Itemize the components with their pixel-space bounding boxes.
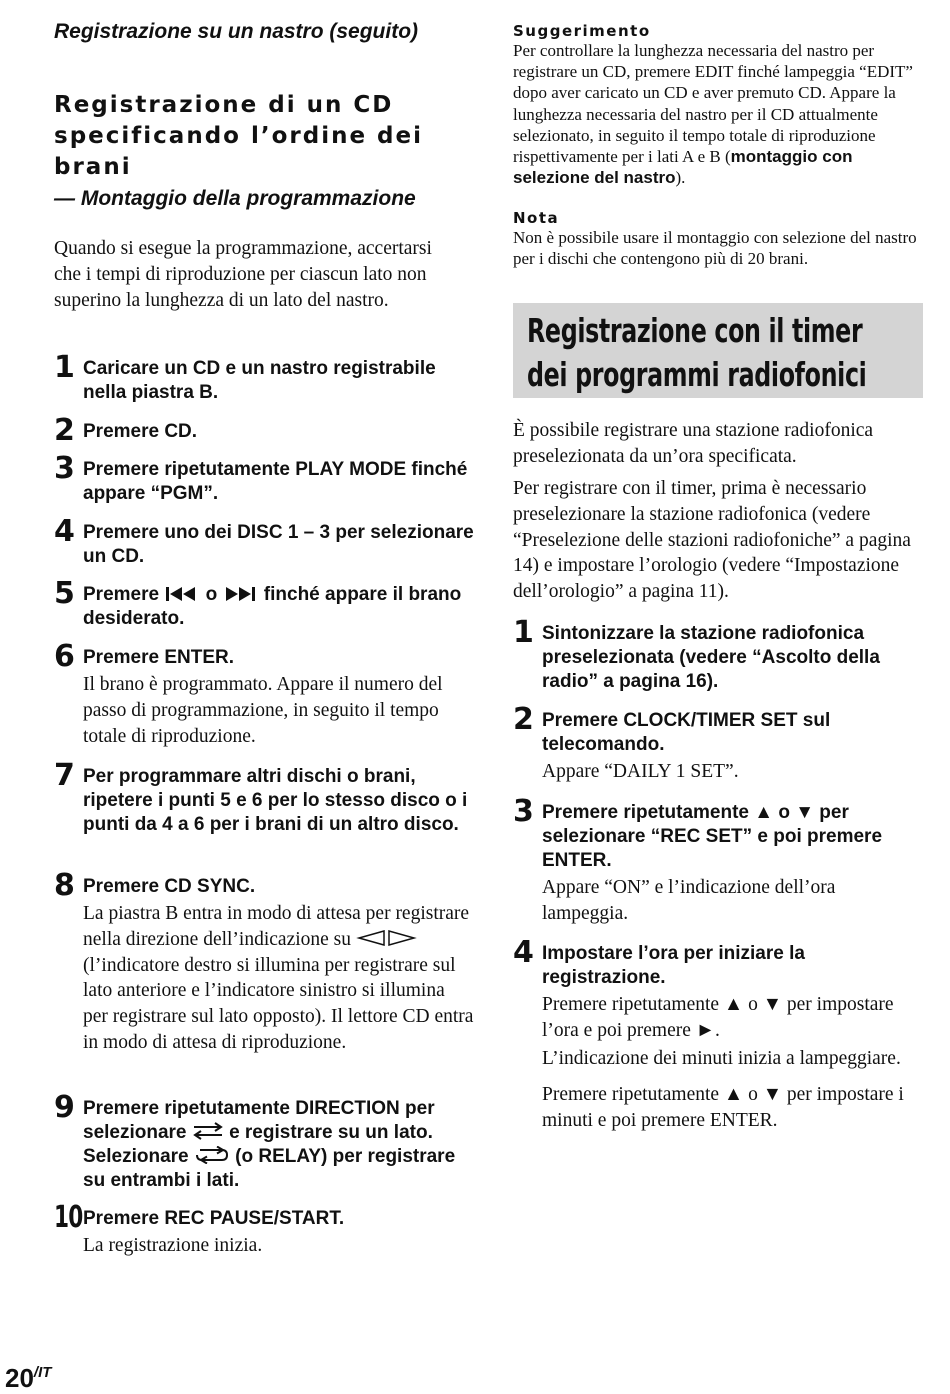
step-description: Appare “DAILY 1 SET”. xyxy=(542,761,739,782)
step-text-part: Premere ripetutamente DIRECTION per selezionare xyxy=(83,1098,435,1143)
timer-step-2 xyxy=(513,702,925,785)
step-text-part: e registrare su un lato. Selezionare xyxy=(83,1122,433,1167)
step-text: Premere REC PAUSE/START. xyxy=(83,1208,345,1229)
step-5 xyxy=(54,576,474,631)
step-description: La registrazione inizia. xyxy=(83,1235,263,1256)
step-description: Premere ripetutamente ▲ o ▼ per impostare i minuti e poi premere ENTER. xyxy=(542,1084,904,1132)
step-description: Premere ripetutamente ▲ o ▼ per impostare l’ora e poi premere ►. xyxy=(542,994,894,1041)
tip-box xyxy=(513,22,923,188)
banner-title xyxy=(527,309,866,397)
step-number: 3 xyxy=(513,794,534,829)
step-text xyxy=(83,1097,474,1193)
note-body: Non è possibile usare il montaggio con selezione del nastro per i dischi che contengono più di 20 brani. xyxy=(513,228,917,269)
step-text: Sintonizzare la stazione radiofonica preselezionata (vedere “Ascolto della radio” a pagina 16). xyxy=(542,623,880,692)
step-text-part: (o RELAY) per registrare su entrambi i lati. xyxy=(83,1146,456,1191)
step-text: Premere ripetutamente PLAY MODE finché appare “PGM”. xyxy=(83,459,468,504)
paragraph: È possibile registrare una stazione radiofonica preselezionata da un’ora specificata. xyxy=(513,420,874,467)
step-number: 2 xyxy=(513,702,534,737)
step-number: 1 xyxy=(513,615,534,650)
step-description-part: (l’indicatore destro si illumina per registrare sul lato anteriore e l’indicatore sinistro si illumina per registrare sul lato opposto). Il lettore CD entra in modo di attesa di riproduzione. xyxy=(83,954,474,1053)
step-description-part: La piastra B entra in modo di attesa per registrare nella direzione dell’indicazione su xyxy=(83,903,470,950)
step-number: 3 xyxy=(54,451,75,486)
section-banner xyxy=(513,303,923,398)
page-number: $20^{/IT}$ xyxy=(5,1363,52,1393)
note-heading: Nota xyxy=(513,209,560,227)
relay-direction-icon xyxy=(194,1146,230,1164)
tip-text-end: ). xyxy=(675,168,686,188)
step-text: Premere ENTER. xyxy=(83,647,235,668)
step-description: Il brano è programmato. Appare il numero del passo di programmazione, in seguito il tempo totale di riproduzione. xyxy=(83,674,443,747)
step-text-part: Premere xyxy=(83,584,160,605)
step-number: 8 xyxy=(54,868,75,903)
step-text: Per programmare altri dischi o brani, ripetere i punti 5 e 6 per lo stesso disco o i punti da 4 a 6 per i brani di un altro disco. xyxy=(83,766,468,835)
step-number: 2 xyxy=(54,413,75,448)
step-text: Premere CD SYNC. xyxy=(83,876,256,897)
step-6 xyxy=(54,639,474,749)
step-1 xyxy=(54,350,474,405)
banner-title-line: dei programmi radiofonici xyxy=(527,355,867,394)
step-7 xyxy=(54,758,474,837)
step-number: 4 xyxy=(513,935,534,970)
paragraph: Per registrare con il timer, prima è necessario preselezionare la stazione radiofonica (vedere “Preselezione delle stazioni radiofoniche” a pagina 14) e impostare l’orologio (vedere “Impostazione dell’orologio” a pagina 11). xyxy=(513,478,911,603)
previous-track-icon xyxy=(164,586,200,602)
step-number: 7 xyxy=(54,758,75,793)
page-language: IT xyxy=(38,1364,52,1381)
step-2 xyxy=(54,413,474,448)
step-text: Caricare un CD e un nastro registrabile nella piastra B. xyxy=(83,358,436,403)
step-8 xyxy=(54,868,474,1056)
note-box xyxy=(513,209,923,269)
page-number-value: 20 xyxy=(5,1363,34,1393)
step-number: 10 xyxy=(54,1200,83,1235)
timer-step-4 xyxy=(513,935,925,1134)
running-head: Registrazione su un nastro (seguito) xyxy=(54,20,419,43)
step-text: Premere CD. xyxy=(83,421,198,442)
step-3 xyxy=(54,451,474,506)
step-text: Premere CLOCK/TIMER SET sul telecomando. xyxy=(542,710,831,755)
one-way-direction-icon xyxy=(192,1122,224,1140)
step-10 xyxy=(54,1200,474,1259)
section-title: Registrazione di un CD specificando l’ordine dei brani xyxy=(54,92,424,180)
direction-indicator-icon xyxy=(356,929,418,947)
step-4 xyxy=(54,514,474,569)
step-text: Premere uno dei DISC 1 – 3 per selezionare un CD. xyxy=(83,522,474,567)
tip-body xyxy=(513,40,923,188)
step-text: Premere ripetutamente ▲ o ▼ per selezionare “REC SET” e poi premere ENTER. xyxy=(542,802,883,871)
section-subtitle: — Montaggio della programmazione xyxy=(54,187,416,210)
step-number: 6 xyxy=(54,639,75,674)
intro-paragraph: Quando si esegue la programmazione, accertarsi che i tempi di riproduzione per ciascun lato non superino la lunghezza di un lato del nastro. xyxy=(54,238,432,311)
tip-text: Per controllare la lunghezza necessaria del nastro per registrare un CD, premere EDIT finché lampeggia “EDIT” dopo aver caricato un CD e aver premuto CD. Appare la lunghezza necessaria del nastro per il CD attualmente selezionato, in seguito il tempo totale di riproduzione rispettivamente per i lati A e B ( xyxy=(513,41,913,167)
step-text-part: o xyxy=(205,584,218,605)
tip-bold-text: montaggio con selezione del nastro xyxy=(513,147,853,188)
step-description xyxy=(83,901,474,1056)
step-description: L’indicazione dei minuti inizia a lampeggiare. xyxy=(542,1047,901,1069)
step-number: 4 xyxy=(54,514,75,549)
step-number: 9 xyxy=(54,1090,75,1125)
timer-step-3 xyxy=(513,794,925,927)
step-number: 1 xyxy=(54,350,75,385)
next-track-icon xyxy=(223,586,259,602)
step-9 xyxy=(54,1090,474,1193)
timer-step-1 xyxy=(513,615,925,694)
step-text xyxy=(83,583,474,631)
step-number: 5 xyxy=(54,576,75,611)
step-text-part: finché appare il brano desiderato. xyxy=(83,584,462,629)
step-text: Impostare l’ora per iniziare la registrazione. xyxy=(542,943,805,988)
banner-title-line: Registrazione con il timer xyxy=(527,311,863,350)
tip-heading: Suggerimento xyxy=(513,22,651,40)
step-description: Appare “ON” e l’indicazione dell’ora lampeggia. xyxy=(542,877,836,924)
